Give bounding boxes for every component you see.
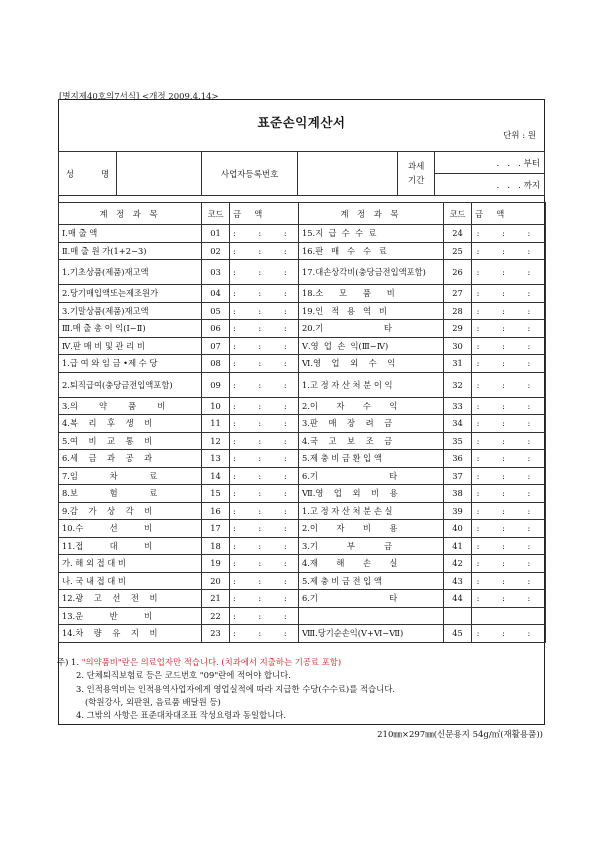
account-left-cell: 1.급 여 와 임 금 •제 수 당 xyxy=(59,355,202,373)
amount-right-cell[interactable]: : : : xyxy=(472,372,546,397)
table-row xyxy=(59,537,546,555)
code-right-cell: 27 xyxy=(444,285,472,303)
account-left-cell: Ⅱ.매 출 원 가(1+2−3) xyxy=(59,242,202,260)
amount-right-cell[interactable]: : : : xyxy=(472,537,546,555)
code-right-cell: 25 xyxy=(444,242,472,260)
account-left-cell: 8.보 험 료 xyxy=(59,485,202,503)
account-left-cell: 11.접 대 비 xyxy=(59,537,202,555)
account-left-cell: 6.세 금 과 공 과 xyxy=(59,450,202,468)
account-right-cell: Ⅶ.영 업 외 비 용 xyxy=(299,485,444,503)
code-right-cell: 41 xyxy=(444,537,472,555)
code-left-cell: 10 xyxy=(202,397,230,415)
amount-left-cell[interactable]: : : : xyxy=(230,467,299,485)
header-amount-right: 금 액 xyxy=(472,203,546,225)
table-row xyxy=(59,260,546,285)
amount-right-cell[interactable]: : : : xyxy=(472,432,546,450)
code-left-cell: 07 xyxy=(202,337,230,355)
table-row xyxy=(59,355,546,373)
account-right-cell: 6.기 타 xyxy=(299,590,444,608)
period-to-field[interactable]: . . . 까지 xyxy=(435,174,545,196)
amount-left-cell[interactable]: : : : xyxy=(230,485,299,503)
amount-right-cell[interactable]: : : : xyxy=(472,520,546,538)
table-row xyxy=(59,607,546,625)
amount-left-cell[interactable]: : : : xyxy=(230,302,299,320)
account-left-cell: 1.기초상품(제품)재고액 xyxy=(59,260,202,285)
code-right-cell: 26 xyxy=(444,260,472,285)
code-left-cell: 18 xyxy=(202,537,230,555)
period-from-field[interactable]: . . . 부터 xyxy=(435,152,545,174)
code-left-cell: 19 xyxy=(202,555,230,573)
account-right-cell: 6.기 타 xyxy=(299,467,444,485)
code-right-cell: 24 xyxy=(444,225,472,243)
table-row xyxy=(59,432,546,450)
account-right-cell: 3.판 매 장 려 금 xyxy=(299,415,444,433)
amount-right-cell[interactable]: : : : xyxy=(472,502,546,520)
amount-left-cell[interactable]: : : : xyxy=(230,242,299,260)
table-row xyxy=(59,572,546,590)
account-right-cell xyxy=(299,607,444,625)
table-row xyxy=(59,372,546,397)
code-left-cell: 13 xyxy=(202,450,230,468)
amount-right-cell[interactable]: : : : xyxy=(472,572,546,590)
account-left-cell: 12.광 고 선 전 비 xyxy=(59,590,202,608)
notes xyxy=(57,656,547,722)
account-left-cell: 14.차 량 유 지 비 xyxy=(59,625,202,643)
account-left-cell: 2.당기매입액또는제조원가 xyxy=(59,285,202,303)
header-account-right: 계 정 과 목 xyxy=(299,203,444,225)
account-right-cell: 5.제 충 비 금 환 입 액 xyxy=(299,450,444,468)
code-right-cell: 32 xyxy=(444,372,472,397)
form-reference: [별지제40호의7서식] <개정 2009.4.14> xyxy=(59,92,219,102)
taxpayer-info-table xyxy=(58,151,545,196)
account-right-cell: 15.지 급 수 수 료 xyxy=(299,225,444,243)
account-left-cell: 13.운 반 비 xyxy=(59,607,202,625)
account-left-cell: 3.의 약 품 비 xyxy=(59,397,202,415)
code-right-cell: 40 xyxy=(444,520,472,538)
amount-left-cell[interactable]: : : : xyxy=(230,225,299,243)
code-left-cell: 16 xyxy=(202,502,230,520)
account-right-cell: 17.대손상각비(충당금전입액포함) xyxy=(299,260,444,285)
code-left-cell: 22 xyxy=(202,607,230,625)
amount-right-cell[interactable]: : : : xyxy=(472,225,546,243)
table-row xyxy=(59,242,546,260)
account-right-cell: 5.제 충 비 금 전 입 액 xyxy=(299,572,444,590)
amount-left-cell[interactable]: : : : xyxy=(230,520,299,538)
amount-right-cell[interactable]: : : : xyxy=(472,625,546,643)
amount-left-cell[interactable]: : : : xyxy=(230,572,299,590)
account-right-cell: 20.기 타 xyxy=(299,320,444,338)
header-code-left: 코드 xyxy=(202,203,230,225)
code-right-cell: 31 xyxy=(444,355,472,373)
table-row xyxy=(59,415,546,433)
account-left-cell: Ⅳ.판 매 비 및 관 리 비 xyxy=(59,337,202,355)
code-right-cell xyxy=(444,607,472,625)
code-left-cell: 23 xyxy=(202,625,230,643)
account-right-cell: 2.이 자 수 익 xyxy=(299,397,444,415)
note-1: "의약품비"란은 의료업자만 적습니다. (치과에서 지출하는 기공료 포함) xyxy=(81,657,342,667)
form-frame xyxy=(58,99,545,725)
table-row xyxy=(59,320,546,338)
table-row xyxy=(59,450,546,468)
code-right-cell: 42 xyxy=(444,555,472,573)
name-label: 성 명 xyxy=(59,152,117,196)
amount-right-cell[interactable]: : : : xyxy=(472,302,546,320)
account-left-cell: 9.감 가 상 각 비 xyxy=(59,502,202,520)
account-right-cell: 19.인 적 용 역 비 xyxy=(299,302,444,320)
header-account-left: 계 정 과 목 xyxy=(59,203,202,225)
amount-left-cell[interactable]: : : : xyxy=(230,260,299,285)
amount-left-cell[interactable]: : : : xyxy=(230,625,299,643)
account-right-cell: Ⅷ.당기순손익(Ⅴ+Ⅵ−Ⅶ) xyxy=(299,625,444,643)
table-row xyxy=(59,485,546,503)
account-left-cell: Ⅰ.매 출 액 xyxy=(59,225,202,243)
account-left-cell: 나. 국 내 접 대 비 xyxy=(59,572,202,590)
table-row xyxy=(59,520,546,538)
code-left-cell: 05 xyxy=(202,302,230,320)
amount-left-cell[interactable]: : : : xyxy=(230,607,299,625)
code-left-cell: 12 xyxy=(202,432,230,450)
code-left-cell: 01 xyxy=(202,225,230,243)
account-left-cell: 4.복 리 후 생 비 xyxy=(59,415,202,433)
account-right-cell: 18.소 모 품 비 xyxy=(299,285,444,303)
account-right-cell: 1.고 정 자 산 처 분 손 실 xyxy=(299,502,444,520)
table-row xyxy=(59,555,546,573)
amount-right-cell[interactable] xyxy=(472,607,546,625)
amount-right-cell[interactable]: : : : xyxy=(472,415,546,433)
account-left-cell: 10.수 선 비 xyxy=(59,520,202,538)
amount-left-cell[interactable]: : : : xyxy=(230,397,299,415)
note-4: 4. 그밖의 사항은 표준대차대조표 작성요령과 동일합니다. xyxy=(76,710,287,721)
account-right-cell: 3.기 부 금 xyxy=(299,537,444,555)
amount-right-cell[interactable]: : : : xyxy=(472,590,546,608)
tax-period-label: 과세 기간 xyxy=(398,152,435,196)
page-title: 표준손익계산서 xyxy=(257,115,346,130)
code-right-cell: 33 xyxy=(444,397,472,415)
table-row xyxy=(59,337,546,355)
amount-right-cell[interactable]: : : : xyxy=(472,260,546,285)
account-left-cell: 가. 해 외 접 대 비 xyxy=(59,555,202,573)
account-right-cell: 1.고 정 자 산 처 분 이 익 xyxy=(299,372,444,397)
code-right-cell: 35 xyxy=(444,432,472,450)
name-field[interactable] xyxy=(116,152,201,196)
amount-left-cell[interactable]: : : : xyxy=(230,450,299,468)
header-amount-left: 금 액 xyxy=(230,203,299,225)
account-left-cell: Ⅲ.매 출 총 이 익(Ⅰ−Ⅱ) xyxy=(59,320,202,338)
amount-left-cell[interactable]: : : : xyxy=(230,537,299,555)
code-left-cell: 02 xyxy=(202,242,230,260)
code-right-cell: 29 xyxy=(444,320,472,338)
amount-left-cell[interactable]: : : : xyxy=(230,432,299,450)
table-row xyxy=(59,285,546,303)
code-left-cell: 17 xyxy=(202,520,230,538)
code-left-cell: 06 xyxy=(202,320,230,338)
code-left-cell: 11 xyxy=(202,415,230,433)
amount-right-cell[interactable]: : : : xyxy=(472,337,546,355)
amount-left-cell[interactable]: : : : xyxy=(230,555,299,573)
amount-left-cell[interactable]: : : : xyxy=(230,502,299,520)
amount-left-cell[interactable]: : : : xyxy=(230,590,299,608)
account-left-cell: 3.기말상품(제품)재고액 xyxy=(59,302,202,320)
amount-right-cell[interactable]: : : : xyxy=(472,242,546,260)
account-right-cell: 4.국 고 보 조 금 xyxy=(299,432,444,450)
account-right-cell: 4.재 해 손 실 xyxy=(299,555,444,573)
account-left-cell: 5.여 비 교 통 비 xyxy=(59,432,202,450)
amount-right-cell[interactable]: : : : xyxy=(472,285,546,303)
amount-left-cell[interactable]: : : : xyxy=(230,320,299,338)
code-right-cell: 28 xyxy=(444,302,472,320)
code-left-cell: 21 xyxy=(202,590,230,608)
amount-right-cell[interactable]: : : : xyxy=(472,485,546,503)
account-right-cell: Ⅵ.영 업 외 수 익 xyxy=(299,355,444,373)
table-row xyxy=(59,502,546,520)
note-3-detail: (학원강사, 외판원, 음료품 배달원 등) xyxy=(85,696,221,707)
amount-right-cell[interactable]: : : : xyxy=(472,397,546,415)
note-2: 2. 단체퇴직보험료 등은 코드번호 "09"란에 적어야 합니다. xyxy=(76,670,291,681)
table-row xyxy=(59,467,546,485)
account-left-cell: 7.임 차 료 xyxy=(59,467,202,485)
table-row xyxy=(59,397,546,415)
amount-left-cell[interactable]: : : : xyxy=(230,337,299,355)
unit-label: 단위 : 원 xyxy=(503,131,536,141)
note-1-prefix: 주) 1. xyxy=(57,657,80,667)
amount-right-cell[interactable]: : : : xyxy=(472,555,546,573)
code-right-cell: 38 xyxy=(444,485,472,503)
amount-left-cell[interactable]: : : : xyxy=(230,372,299,397)
account-left-cell: 2.퇴직급여(충당금전입액포함) xyxy=(59,372,202,397)
account-right-cell: 2.이 자 비 용 xyxy=(299,520,444,538)
table-row xyxy=(59,302,546,320)
paper-spec: 210㎜×297㎜(신문용지 54g/㎡(재활용품)) xyxy=(377,730,543,740)
amount-right-cell[interactable]: : : : xyxy=(472,355,546,373)
code-left-cell: 08 xyxy=(202,355,230,373)
amount-left-cell[interactable]: : : : xyxy=(230,285,299,303)
bizno-label: 사업자등록번호 xyxy=(201,152,298,196)
table-row xyxy=(59,590,546,608)
amount-left-cell[interactable]: : : : xyxy=(230,355,299,373)
table-row xyxy=(59,625,546,643)
table-header-row xyxy=(59,203,546,225)
income-statement-table xyxy=(58,202,546,643)
code-left-cell: 15 xyxy=(202,485,230,503)
code-right-cell: 43 xyxy=(444,572,472,590)
amount-left-cell[interactable]: : : : xyxy=(230,415,299,433)
code-left-cell: 09 xyxy=(202,372,230,397)
amount-right-cell[interactable]: : : : xyxy=(472,467,546,485)
code-left-cell: 20 xyxy=(202,572,230,590)
code-right-cell: 34 xyxy=(444,415,472,433)
code-right-cell: 45 xyxy=(444,625,472,643)
code-left-cell: 04 xyxy=(202,285,230,303)
code-right-cell: 30 xyxy=(444,337,472,355)
code-right-cell: 44 xyxy=(444,590,472,608)
account-right-cell: 16.판 매 수 수 료 xyxy=(299,242,444,260)
amount-right-cell[interactable]: : : : xyxy=(472,320,546,338)
code-right-cell: 39 xyxy=(444,502,472,520)
code-right-cell: 37 xyxy=(444,467,472,485)
amount-right-cell[interactable]: : : : xyxy=(472,450,546,468)
code-right-cell: 36 xyxy=(444,450,472,468)
note-3: 3. 인적용역비는 인적용역사업자에게 영업실적에 따라 지급한 수당(수수료)를 적습니다. xyxy=(76,683,395,694)
code-left-cell: 03 xyxy=(202,260,230,285)
header-code-right: 코드 xyxy=(444,203,472,225)
account-right-cell: Ⅴ.영 업 손 익(Ⅲ−Ⅳ) xyxy=(299,337,444,355)
table-row xyxy=(59,225,546,243)
bizno-field[interactable] xyxy=(298,152,398,196)
code-left-cell: 14 xyxy=(202,467,230,485)
